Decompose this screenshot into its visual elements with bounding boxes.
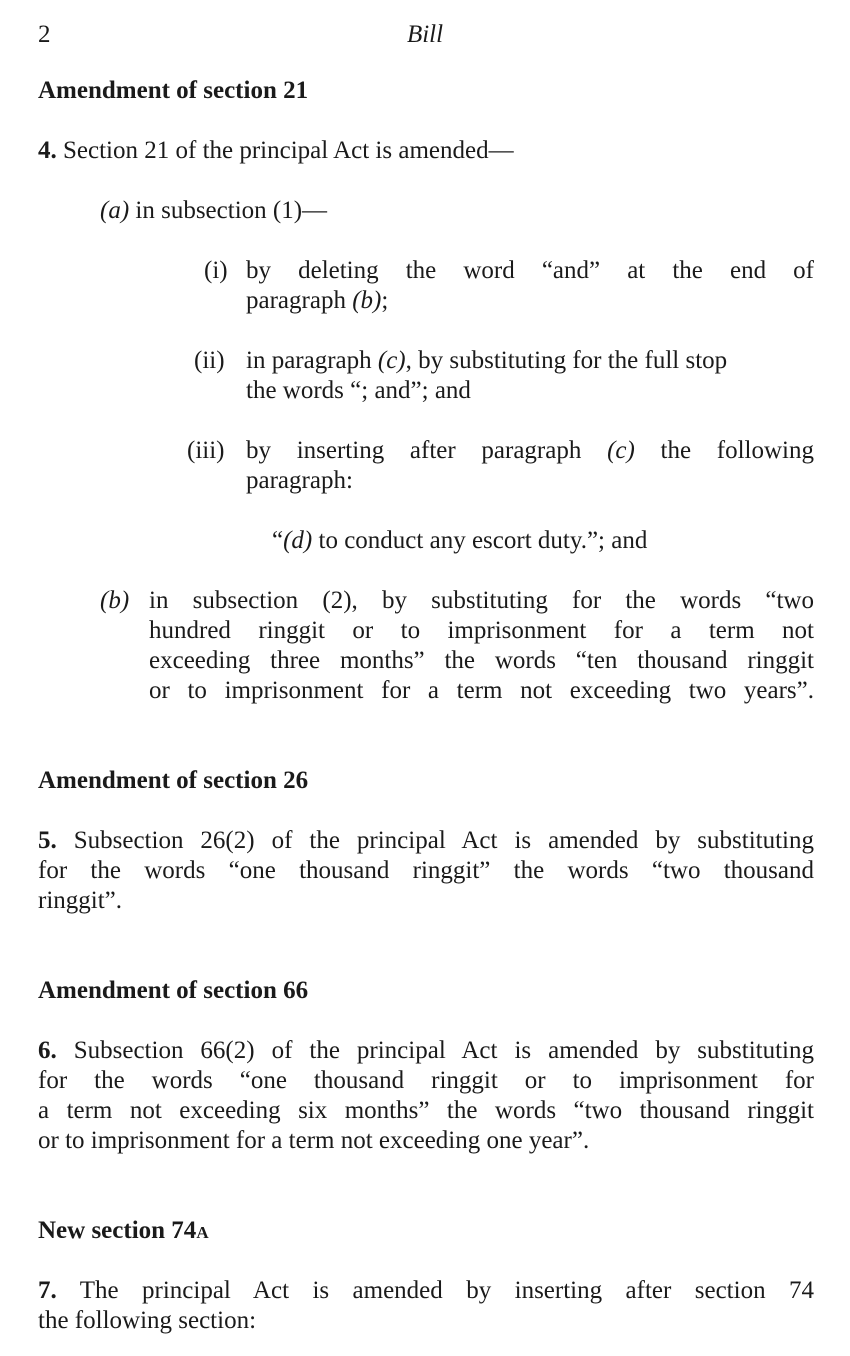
clause-7-line: 7. The principal Act is amended by inserting after section 74 xyxy=(38,1277,814,1304)
clause-text: Section 21 of the principal Act is amended— xyxy=(63,137,514,164)
subitem-line: the words “; and”; and xyxy=(246,377,471,404)
item-label: (b) xyxy=(100,587,130,614)
item-label: (a) xyxy=(100,197,130,224)
clause-5-line: ringgit”. xyxy=(38,887,123,914)
clause-6-line: 6. Subsection 66(2) of the principal Act is amended by substituting xyxy=(38,1037,814,1064)
subitem-line: paragraph (b); xyxy=(246,287,389,314)
item-line: exceeding three months” the words “ten thousand ringgit xyxy=(149,647,814,674)
section-heading: Amendment of section 66 xyxy=(38,977,309,1004)
section-heading: New section 74A xyxy=(38,1217,209,1244)
subitem-line: paragraph: xyxy=(246,467,353,494)
item-line: hundred ringgit or to imprisonment for a term not xyxy=(149,617,814,644)
clause-6-line: for the words “one thousand ringgit or to imprisonment for xyxy=(38,1067,814,1094)
section-heading: Amendment of section 21 xyxy=(38,77,309,104)
item-a xyxy=(100,196,327,226)
clause-5-line: 5. Subsection 26(2) of the principal Act is amended by substituting xyxy=(38,827,814,854)
subitem-label: (i) xyxy=(204,257,228,284)
section-heading: Amendment of section 26 xyxy=(38,767,309,794)
clause-5-line: for the words “one thousand ringgit” the words “two thousand xyxy=(38,857,814,884)
subitem-line: by inserting after paragraph (c) the following xyxy=(246,437,814,464)
subitem-line: in paragraph (c), by substituting for the full stop xyxy=(246,347,728,374)
clause-6-line: or to imprisonment for a term not exceeding one year”. xyxy=(38,1127,590,1154)
clause-4 xyxy=(38,136,514,166)
item-line: or to imprisonment for a term not exceeding two years”. xyxy=(149,677,814,704)
running-title: Bill xyxy=(406,21,444,48)
item-line: in subsection (2), by substituting for the words “two xyxy=(149,587,814,614)
subitem-label: (iii) xyxy=(187,437,225,464)
clause-number: 4. xyxy=(38,137,57,164)
clause-6-line: a term not exceeding six months” the words “two thousand ringgit xyxy=(38,1097,814,1124)
inserted-paragraph: “(d) to conduct any escort duty.”; and xyxy=(272,527,648,554)
clause-7-line: the following section: xyxy=(38,1307,257,1334)
subitem-label: (ii) xyxy=(194,347,225,374)
subitem-line: by deleting the word “and” at the end of xyxy=(246,257,814,284)
item-text: in subsection (1)— xyxy=(135,197,328,224)
page-number: 2 xyxy=(38,21,51,48)
